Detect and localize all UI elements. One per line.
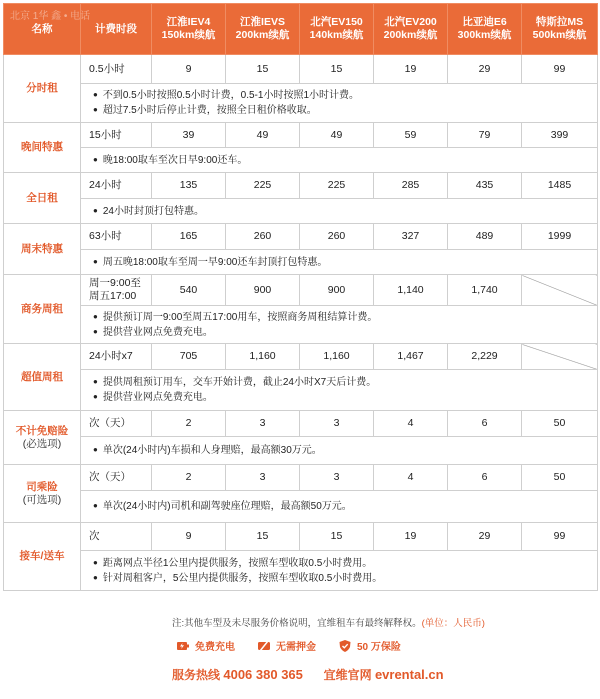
no-deposit-icon (257, 639, 271, 653)
note-row (4, 199, 598, 224)
contact-line: 服务热线 4006 380 365 宜维官网 evrental.cn (172, 667, 444, 682)
header-period: 计费时段 (81, 4, 152, 55)
note-line: ● 距离网点半径1公里内提供服务，按照车型收取0.5小时费用。 (93, 556, 589, 571)
table-row (4, 523, 598, 551)
category-cell: 不计免赔险 (必选项) (4, 411, 81, 465)
price-cell: 489 (448, 224, 522, 250)
note-cell (81, 437, 598, 465)
watermark: 北京 1华 鑫 • 电话 (10, 11, 91, 22)
price-cell: 225 (226, 173, 300, 199)
price-cell: 99 (522, 523, 598, 551)
price-cell: 9 (152, 55, 226, 84)
website-link: evrental.cn (374, 667, 444, 682)
note-line: ● 针对周租客户，5公里内提供服务，按照车型收取0.5小时费用。 (93, 571, 589, 586)
price-cell: 225 (300, 173, 374, 199)
note-line: ● 单次(24小时内)司机和副驾驶座位理赔，最高额50万元。 (93, 499, 589, 514)
price-cell: 39 (152, 123, 226, 148)
header-name: 名称 (4, 4, 81, 55)
price-cell: 900 (300, 275, 374, 306)
price-cell: 2 (152, 411, 226, 437)
note-line: ● 提供营业网点免费充电。 (93, 325, 589, 340)
table-row (4, 465, 598, 491)
price-cell: 1,160 (226, 344, 300, 370)
note-line: ● 提供周租预订用车，交车开始计费，截止24小时X7天后计费。 (93, 375, 589, 390)
feature-free-charging: 免费充电 (176, 638, 235, 653)
period-cell: 0.5小时 (81, 55, 152, 84)
price-cell: 9 (152, 523, 226, 551)
price-cell: 15 (300, 523, 374, 551)
header-car: 北汽EV200 200km续航 (374, 4, 448, 55)
unit-label: (单位：人民币) (421, 618, 485, 629)
charging-icon (176, 639, 190, 653)
price-cell: 50 (522, 411, 598, 437)
header-car: 特斯拉MS 500km续航 (522, 4, 598, 55)
note-row (4, 84, 598, 123)
note-line: ● 提供预订周一9:00至周五17:00用车，按照商务周租结算计费。 (93, 310, 589, 325)
price-cell: 15 (226, 55, 300, 84)
period-cell: 周一9:00至 周五17:00 (81, 275, 152, 306)
price-cell: 1,740 (448, 275, 522, 306)
price-cell: 285 (374, 173, 448, 199)
price-cell: 135 (152, 173, 226, 199)
price-cell: 4 (374, 465, 448, 491)
price-cell: 15 (226, 523, 300, 551)
price-cell: 6 (448, 411, 522, 437)
category-cell: 商务周租 (4, 275, 81, 344)
note-cell (81, 491, 598, 523)
feature-no-deposit: 无需押金 (257, 638, 316, 653)
note-row (4, 491, 598, 523)
footer-note: 注:其他车型及未尽服务价格说明，宜维租车有最终解释权。(单位：人民币) (172, 618, 485, 629)
period-cell: 63小时 (81, 224, 152, 250)
category-cell: 分时租 (4, 55, 81, 123)
price-cell: 3 (300, 465, 374, 491)
feature-list (176, 638, 446, 653)
price-cell: 79 (448, 123, 522, 148)
period-cell: 24小时x7 (81, 344, 152, 370)
note-line: ● 周五晚18:00取车至周一早9:00还车封顶打包特惠。 (93, 255, 589, 270)
category-cell: 晚间特惠 (4, 123, 81, 173)
price-cell: 1,160 (300, 344, 374, 370)
header-row (4, 4, 598, 55)
table-row (4, 55, 598, 84)
note-line: ● 超过7.5小时后停止计费，按照全日租价格收取。 (93, 103, 589, 118)
price-cell: 1,140 (374, 275, 448, 306)
price-cell: 99 (522, 55, 598, 84)
note-line: ● 提供营业网点免费充电。 (93, 390, 589, 405)
price-cell: 19 (374, 55, 448, 84)
note-cell (81, 199, 598, 224)
price-cell: 3 (226, 465, 300, 491)
period-cell: 次 (81, 523, 152, 551)
note-row (4, 370, 598, 411)
period-cell: 次（天） (81, 465, 152, 491)
note-cell (81, 370, 598, 411)
category-cell: 超值周租 (4, 344, 81, 411)
header-car: 江淮IEV4 150km续航 (152, 4, 226, 55)
category-cell: 司乘险 (可选项) (4, 465, 81, 523)
note-cell (81, 84, 598, 123)
table-row (4, 173, 598, 199)
note-line: ● 24小时封顶打包特惠。 (93, 204, 589, 219)
note-line: ● 单次(24小时内)车损和人身理赔，最高额30万元。 (93, 443, 589, 458)
table-row (4, 344, 598, 370)
price-cell: 50 (522, 465, 598, 491)
empty-slash-cell (522, 344, 598, 370)
header-car: 江淮IEVS 200km续航 (226, 4, 300, 55)
price-cell: 399 (522, 123, 598, 148)
price-cell: 19 (374, 523, 448, 551)
table-row (4, 224, 598, 250)
table-row (4, 123, 598, 148)
price-cell: 3 (226, 411, 300, 437)
price-cell: 260 (300, 224, 374, 250)
category-cell: 全日租 (4, 173, 81, 224)
note-line: ● 不到0.5小时按照0.5小时计费，0.5-1小时按照1小时计费。 (93, 88, 589, 103)
price-cell: 435 (448, 173, 522, 199)
empty-slash-cell (522, 275, 598, 306)
note-cell (81, 306, 598, 344)
period-cell: 24小时 (81, 173, 152, 199)
note-row (4, 306, 598, 344)
price-cell: 327 (374, 224, 448, 250)
price-cell: 29 (448, 55, 522, 84)
header-car: 比亚迪E6 300km续航 (448, 4, 522, 55)
price-cell: 540 (152, 275, 226, 306)
price-cell: 1485 (522, 173, 598, 199)
category-cell: 周末特惠 (4, 224, 81, 275)
note-cell (81, 551, 598, 591)
price-cell: 260 (226, 224, 300, 250)
price-cell: 49 (226, 123, 300, 148)
shield-icon (338, 639, 352, 653)
price-cell: 705 (152, 344, 226, 370)
header-car: 北汽EV150 140km续航 (300, 4, 374, 55)
price-cell: 1,467 (374, 344, 448, 370)
price-cell: 29 (448, 523, 522, 551)
note-row (4, 551, 598, 591)
price-cell: 15 (300, 55, 374, 84)
price-cell: 2,229 (448, 344, 522, 370)
note-cell (81, 250, 598, 275)
price-cell: 4 (374, 411, 448, 437)
price-cell: 6 (448, 465, 522, 491)
note-cell (81, 148, 598, 173)
hotline-number: 4006 380 365 (223, 667, 303, 682)
price-cell: 1999 (522, 224, 598, 250)
price-cell: 165 (152, 224, 226, 250)
table-row (4, 411, 598, 437)
price-cell: 2 (152, 465, 226, 491)
period-cell: 次（天） (81, 411, 152, 437)
note-row (4, 148, 598, 173)
note-line: ● 晚18:00取车至次日早9:00还车。 (93, 153, 589, 168)
category-cell: 接车/送车 (4, 523, 81, 591)
note-row (4, 250, 598, 275)
price-cell: 900 (226, 275, 300, 306)
price-table (3, 3, 598, 591)
feature-insurance: 50 万保险 (338, 638, 401, 653)
period-cell: 15小时 (81, 123, 152, 148)
note-row (4, 437, 598, 465)
price-cell: 3 (300, 411, 374, 437)
price-cell: 59 (374, 123, 448, 148)
table-row (4, 275, 598, 306)
price-cell: 49 (300, 123, 374, 148)
